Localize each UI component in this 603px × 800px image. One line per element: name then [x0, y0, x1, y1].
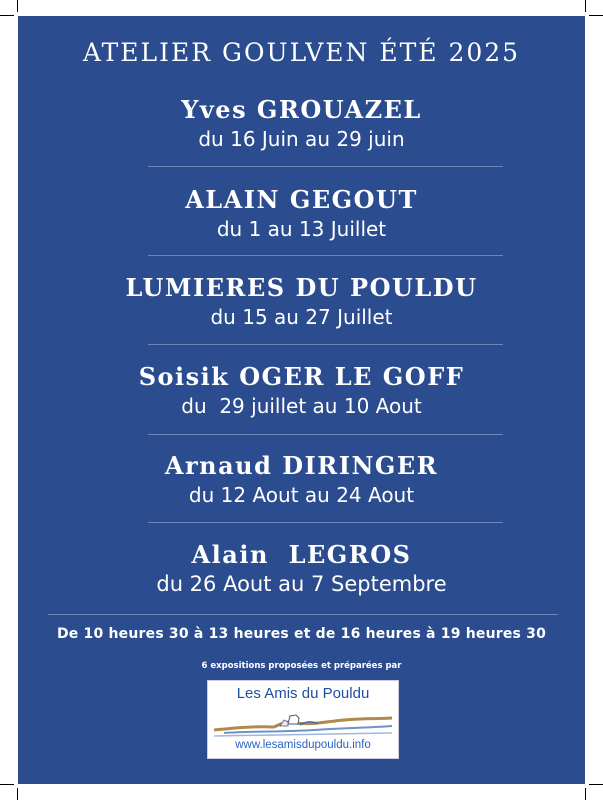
exhibition-dates: du 12 Aout au 24 Aout [188, 483, 415, 507]
exhibition-dates: du 15 au 27 Juillet [210, 305, 393, 329]
artist-name: Arnaud DIRINGER [164, 451, 439, 480]
opening-hours: De 10 heures 30 à 13 heures et de 16 heures à 19 heures 30 [56, 626, 547, 642]
separator [148, 522, 503, 523]
artist-name: ALAIN GEGOUT [185, 185, 418, 214]
separator [148, 344, 503, 345]
logo-url: www.lesamisdupouldu.info [235, 739, 371, 751]
crop-mark [589, 15, 603, 16]
crop-mark [17, 0, 18, 12]
artist-name: Soisik OGER LE GOFF [138, 362, 465, 391]
exhibition-entry [18, 274, 585, 330]
exhibition-dates: du 16 Juin au 29 juin [198, 127, 405, 151]
exhibition-dates: du 1 au 13 Juillet [216, 217, 387, 241]
proposed-by-text: 6 expositions proposées et préparées par [201, 661, 402, 671]
exhibition-entry [18, 452, 585, 508]
organizer-logo [207, 680, 399, 759]
exhibition-dates: du 29 juillet au 10 Aout [181, 394, 422, 418]
crop-mark [0, 15, 14, 16]
crop-mark [589, 784, 603, 785]
separator [148, 434, 503, 435]
separator [148, 255, 503, 256]
exhibition-entry [18, 186, 585, 242]
artist-name: LUMIERES DU POULDU [125, 273, 478, 302]
poster-title: ATELIER GOULVEN ÉTÉ 2025 [82, 38, 521, 67]
logo-title: Les Amis du Pouldu [236, 685, 370, 702]
exhibition-entry [18, 363, 585, 419]
exhibition-dates: du 26 Aout au 7 Septembre [156, 572, 447, 596]
artist-name: Alain LEGROS [191, 540, 412, 569]
exhibition-entry [18, 96, 585, 152]
exhibition-entry [18, 541, 585, 597]
artist-name: Yves GROUAZEL [181, 95, 422, 124]
crop-mark [585, 788, 586, 800]
poster [18, 16, 585, 784]
crop-mark [17, 788, 18, 800]
crop-mark [0, 784, 14, 785]
separator [48, 614, 558, 615]
separator [148, 166, 503, 167]
crop-mark [585, 0, 586, 12]
coastline-illustration [214, 706, 392, 738]
